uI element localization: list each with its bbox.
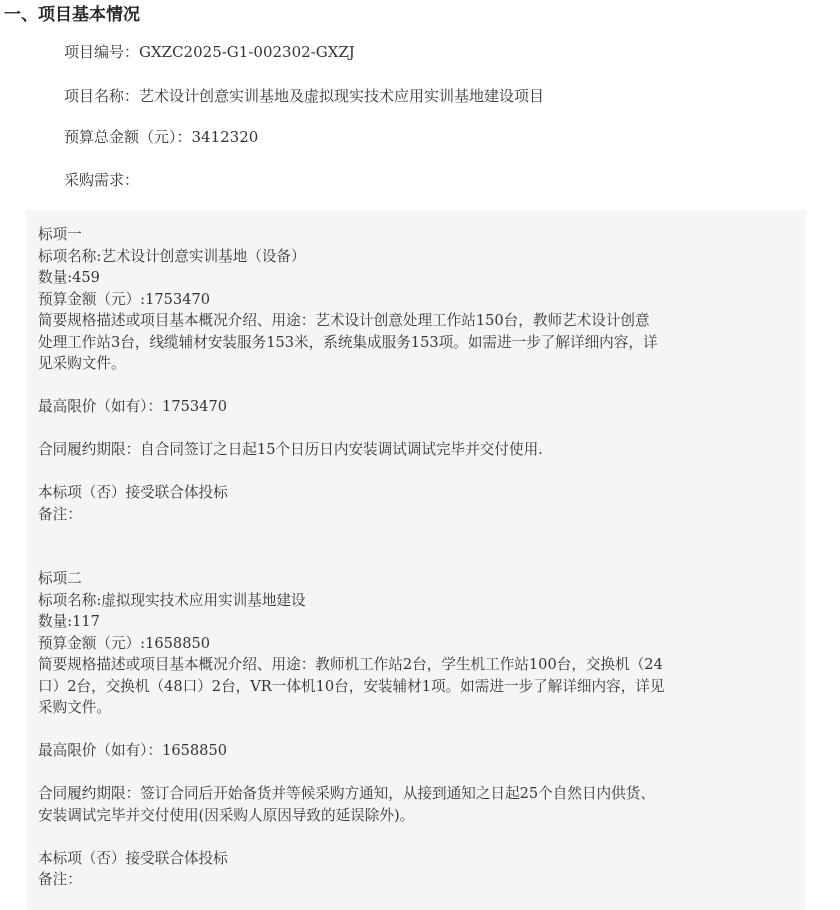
lot-description-line: 简要规格描述或项目基本概况介绍、用途：教师机工作站2台，学生机工作站100台，交换机（24: [38, 656, 663, 673]
lot-consortium: 本标项（否）接受联合体投标: [38, 849, 228, 867]
lot-budget: 预算金额（元）:1753470: [38, 290, 211, 308]
lot-description-line: 见采购文件。: [38, 355, 126, 372]
lot-block: [38, 224, 806, 525]
lot-name: 标项名称:艺术设计创意实训基地（设备）: [38, 247, 306, 265]
lot-budget: 预算金额（元）:1658850: [38, 634, 211, 652]
lot-description-line: 简要规格描述或项目基本概况介绍、用途：艺术设计创意处理工作站150台，教师艺术设计创意: [38, 312, 650, 329]
lot-max-price: 最高限价（如有）：1753470: [38, 398, 228, 415]
lot-description-line: 处理工作站3台，线缆辅材安装服务153米，系统集成服务153项。如需进一步了解详细内容，详: [38, 333, 658, 351]
lot-quantity: 数量:459: [38, 269, 100, 286]
project-budget: 预算总金额（元）：3412320: [64, 128, 259, 146]
lot-remarks: 备注：: [38, 505, 82, 523]
lot-name: 标项名称:虚拟现实技术应用实训基地建设: [38, 591, 306, 609]
section-title: 一、项目基本情况: [4, 5, 140, 25]
requirements-label: 采购需求：: [64, 171, 140, 189]
lot-header: 标项二: [38, 570, 82, 587]
lot-consortium: 本标项（否）接受联合体投标: [38, 484, 228, 501]
procurement-requirements-box: [26, 210, 806, 910]
lot-max-price: 最高限价（如有）：1658850: [38, 742, 228, 759]
lot-quantity: 数量:117: [38, 613, 100, 630]
project-number: 项目编号：GXZC2025-G1-002302-GXZJ: [64, 43, 355, 61]
lot-block: [38, 568, 806, 891]
lot-header: 标项一: [38, 226, 82, 243]
lot-description-line: 口）2台，交换机（48口）2台，VR一体机10台，安装辅材1项。如需进一步了解详细内容，详见: [38, 677, 665, 695]
lot-contract-period: 安装调试完毕并交付使用(因采购人原因导致的延误除外)。: [38, 806, 415, 824]
lot-description-line: 采购文件。: [38, 699, 111, 716]
project-name: 项目名称：艺术设计创意实训基地及虚拟现实技术应用实训基地建设项目: [64, 87, 545, 105]
lot-contract-period: 合同履约期限：签订合同后开始备货并等候采购方通知，从接到通知之日起25个自然日内供货、: [38, 785, 655, 802]
lot-remarks: 备注：: [38, 871, 82, 888]
lot-contract-period: 合同履约期限：自合同签订之日起15个日历日内安装调试调试完毕并交付使用.: [38, 441, 543, 458]
